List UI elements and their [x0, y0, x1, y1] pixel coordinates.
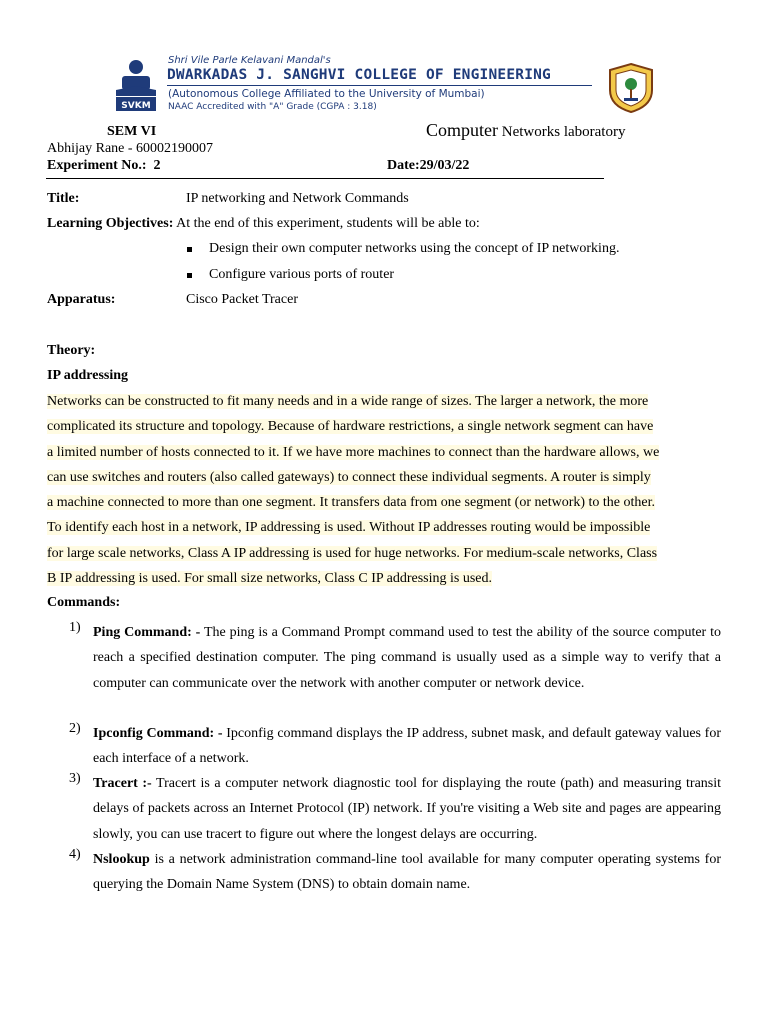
- theory-paragraph: [47, 389, 721, 591]
- theory-heading: Theory:: [47, 343, 96, 358]
- item-number: 1): [69, 620, 81, 635]
- autonomous-note: (Autonomous College Affiliated to the University of Mumbai): [168, 88, 485, 100]
- theory-line: Networks can be constructed to fit many needs and in a wide range of sizes. The larger a network, the more: [47, 394, 649, 409]
- command-item: [69, 771, 722, 847]
- apparatus-value: Cisco Packet Tracer: [186, 292, 298, 307]
- apparatus-label: Apparatus:: [47, 292, 116, 307]
- command-title: Ping Command: -: [93, 625, 201, 640]
- command-text: Tracert is a computer network diagnostic tool for displaying the route (path) and measuring transit delays of packets across an Internet Protocol (IP) network. If you're visiting a Web site and pages are appearing slowly, you can use tracert to figure out where the longest delays are occurring.: [93, 776, 722, 842]
- command-title: Nslookup: [93, 852, 150, 867]
- theory-line: complicated its structure and topology. Because of hardware restrictions, a single network segment can have: [47, 419, 654, 435]
- ip-addressing-heading: IP addressing: [47, 368, 129, 383]
- item-number: 3): [69, 771, 81, 786]
- semester: SEM VI: [107, 124, 157, 139]
- title-value: IP networking and Network Commands: [186, 191, 409, 206]
- theory-line: can use switches and routers (also called gateways) to connect these individual segments. A router is simply: [47, 469, 651, 485]
- theory-line: To identify each host in a network, IP addressing is used. Without IP addresses routing would be impossible: [47, 520, 651, 536]
- experiment-date: Date:29/03/22: [387, 158, 470, 173]
- header-divider: [167, 85, 592, 86]
- university-seal: [606, 62, 656, 114]
- trust-name: Shri Vile Parle Kelavani Mandal's: [168, 55, 331, 66]
- command-item: [69, 620, 721, 696]
- bullet-icon: [187, 273, 192, 278]
- objective-item: [209, 267, 394, 283]
- logo-text: SVKM: [121, 101, 151, 111]
- item-number: 4): [69, 847, 81, 862]
- lab-name: [426, 120, 625, 141]
- objective-item: [209, 241, 619, 257]
- theory-line: for large scale networks, Class A IP addressing is used for huge networks. For medium-scale networks, Class: [47, 545, 658, 561]
- lab-name-first: Computer: [426, 120, 498, 140]
- command-item: [69, 847, 721, 898]
- college-name: DWARKADAS J. SANGHVI COLLEGE OF ENGINEERING: [167, 67, 551, 83]
- objectives-label: Learning Objectives:: [47, 216, 174, 231]
- bullet-icon: [187, 247, 192, 252]
- item-number: 2): [69, 721, 81, 736]
- experiment-label: Experiment No.:: [47, 158, 147, 173]
- command-text: Ipconfig command displays the IP address, subnet mask, and default gateway values for each interface of a network.: [93, 726, 721, 767]
- svkm-logo: [112, 56, 160, 112]
- command-text: The ping is a Command Prompt command used to test the ability of the source computer to reach a specified destination computer. The ping command is usually used as a simple way to verify that a computer can communicate over the network with another computer or network device.: [93, 625, 721, 691]
- naac-note: NAAC Accredited with "A" Grade (CGPA : 3.18): [168, 102, 377, 112]
- command-title: Ipconfig Command: -: [93, 726, 223, 741]
- commands-heading: Commands:: [47, 595, 121, 610]
- command-text: is a network administration command-line tool available for many computer operating systems for querying the Domain Name System (DNS) to obtain domain name.: [93, 852, 721, 893]
- header-rule: [46, 178, 604, 179]
- command-item: [69, 721, 721, 772]
- experiment-value: 2: [153, 158, 161, 173]
- objective-text: Design their own computer networks using the concept of IP networking.: [209, 241, 620, 256]
- objectives-intro: At the end of this experiment, students will be able to:: [176, 216, 480, 231]
- theory-line: a machine connected to more than one segment. It transfers data from one segment (or network) to the other.: [47, 495, 656, 511]
- theory-line: a limited number of hosts connected to it. If we have more machines to connect than the hardware allows, we: [47, 444, 660, 460]
- objectives-row: [47, 216, 480, 232]
- experiment-number: [47, 158, 161, 174]
- command-title: Tracert :-: [93, 776, 152, 791]
- theory-line: B IP addressing is used. For small size networks, Class C IP addressing is used.: [47, 571, 492, 587]
- objective-text: Configure various ports of router: [209, 267, 395, 282]
- lab-name-rest: Networks laboratory: [498, 124, 626, 140]
- title-label: Title:: [47, 191, 80, 206]
- student-name: Abhijay Rane - 60002190007: [47, 141, 214, 156]
